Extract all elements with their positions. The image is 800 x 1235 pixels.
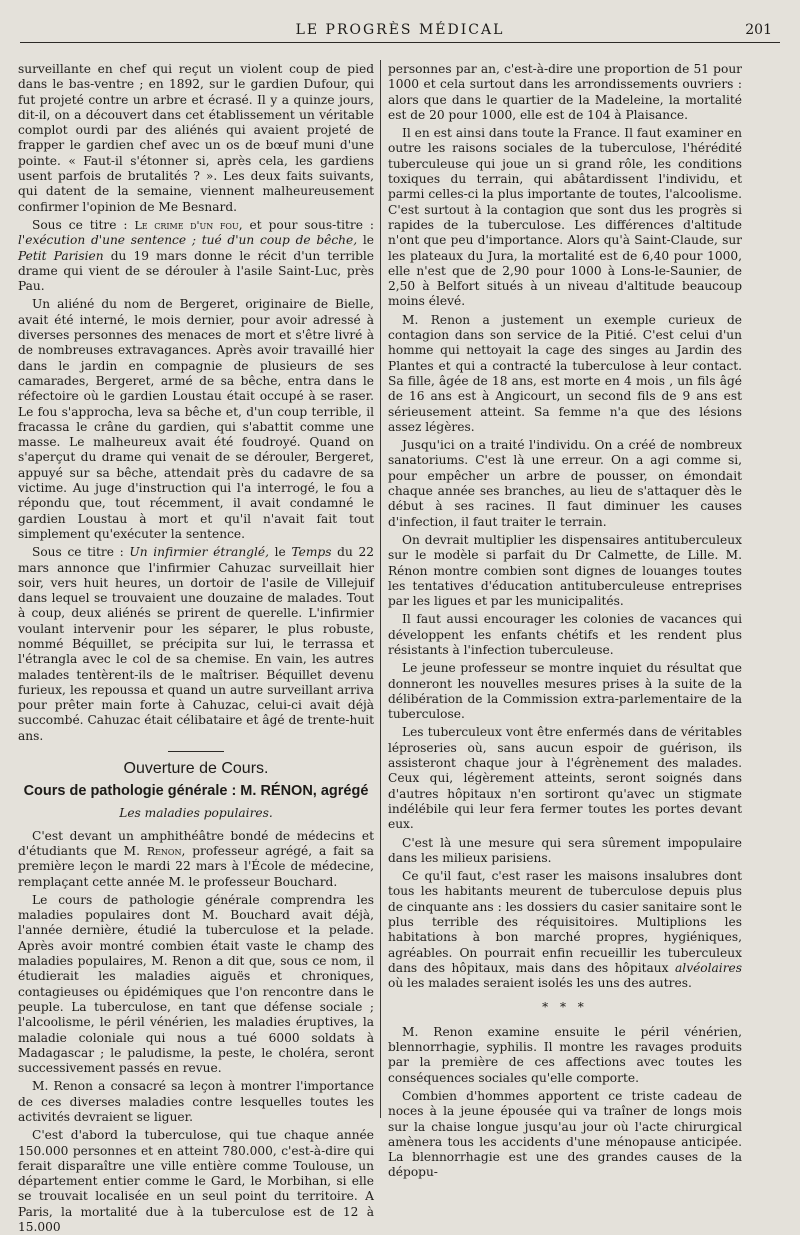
section-title: Ouverture de Cours. (123, 760, 269, 778)
paragraph: M. Renon examine ensuite le péril vénérien, blennorrhagie, syphilis. Il montre les ravages produits par la première de ces affections avec toutes les conséquences sociales qu'elle comporte. (388, 1024, 742, 1085)
paragraph: Combien d'hommes apportent ce triste cadeau de noces à la jeune épousée qui va traîner de longs mois sur la chaise longue jusqu'au jour où l'acte chirurgical amènera tous les accidents d'une ménopause anticipée. La blennorrhagie est une des grandes causes de la dépopu- (388, 1089, 742, 1180)
paragraph: Sous ce titre : Un infirmier étranglé, le Temps du 22 mars annonce que l'infirmier Cahuzac surveillait hier soir, vers huit heures, un dortoir de l'asile de Villejuif dans lequel se trouvaient une douzaine de malades. Tout à coup, deux aliénés se prirent de querelle. L'infirmier voulant intervenir pour les séparer, le plus robuste, nommé Béquillet, se précipita sur lui, le terrassa et l'étrangla avec le col de sa chemise. En vain, les autres malades tentèrent-ils de le maîtriser. Béquillet devenu furieux, les repoussa et quand un autre surveillant arriva pour prêter main forte à Cahuzac, celui-ci avait déjà succombé. Cahuzac était célibataire et âgé de trente-huit ans. (18, 545, 374, 743)
right-column (388, 62, 742, 1180)
paragraph: M. Renon a justement un exemple curieux de contagion dans son service de la Pitié. C'est celui d'un homme qui nettoyait la cage des singes au Jardin des Plantes et qui a contracté la tuberculose à leur contact. Sa fille, âgée de 18 ans, est morte en 4 mois , un fils âgé de 16 ans est à Angicourt, un second fils de 9 ans est sérieusement atteint. Sa femme n'a que des lésions assez légères. (388, 312, 742, 434)
paragraph: Il faut aussi encourager les colonies de vacances qui développent les enfants chétifs et les rendent plus résistants à l'infection tuberculeuse. (388, 612, 742, 657)
paragraph: Le jeune professeur se montre inquiet du résultat que donneront les nouvelles mesures prises à la suite de la délibération de la Commission extra-parlementaire de la tuberculose. (388, 661, 742, 722)
page-header (20, 10, 780, 43)
paragraph: On devrait multiplier les dispensaires antituberculeux sur le modèle si parfait du Dr Calmette, de Lille. M. Rénon montre combien sont dignes de louanges toutes les tentatives d'éducation antituberculeuse entreprises par les ligues et par les municipalités. (388, 532, 742, 609)
paragraph: Les tuberculeux vont être enfermés dans de véritables léproseries où, sans aucun espoir de guérison, ils assisteront chaque jour à l'égrènement des malades. Ceux qui, légèrement atteints, seront soignés dans d'autres hôpitaux n'en sortiront qu'avec un stigmate indélébile qui leur fera fermer toutes les portes devant eux. (388, 725, 742, 832)
paragraph: C'est d'abord la tuberculose, qui tue chaque année 150.000 personnes et en atteint 780.000, c'est-à-dire qui ferait disparaître une ville entière comme Toulouse, un département entier comme le Gard, le Morbihan, si elle se trouvait localisée en un seul point du territoire. A Paris, la mortalité due à la tuberculose est de 12 à 15.000 (18, 1128, 374, 1235)
left-column (18, 62, 374, 1235)
paragraph: Le cours de pathologie générale comprendra les maladies populaires dont M. Bouchard avait déjà, l'année dernière, étudié la tuberculose et la pelade. Après avoir montré combien était vaste le champ des maladies populaires, M. Renon a dit que, sous ce nom, il étudierait les maladies aiguës et chroniques, contagieuses ou épidémiques que l'on rencontre dans le peuple. La tuberculose, en tant que défense sociale ; l'alcoolisme, le péril vénérien, les maladies éruptives, la maladie coloniale qui nous a tué 6000 soldats à Madagascar ; le paludisme, la peste, le choléra, seront successivement passés en revue. (18, 892, 374, 1076)
column-divider (380, 60, 381, 1118)
paragraph: Jusqu'ici on a traité l'individu. On a créé de nombreux sanatoriums. C'est là une erreur. On a agi comme si, pour empêcher un arbre de pousser, on émondait chaque année ses branches, au lieu de s'attaquer dès le début à ses racines. Il faut diminuer les causes d'infection, il faut traiter le terrain. (388, 438, 742, 529)
paragraph: personnes par an, c'est-à-dire une proportion de 51 pour 1000 et cela surtout dans les arrondissements ouvriers : alors que dans le quartier de la Madeleine, la mortalité est de 20 pour 1000, elle est de 104 à Plaisance. (388, 62, 742, 122)
paragraph: Ce qu'il faut, c'est raser les maisons insalubres dont tous les habitants meurent de tuberculose depuis plus de cinquante ans : les dossiers du casier sanitaire sont le plus terrible des réquisitoires. Multiplions les habitations à bon marché propres, hygiéniques, agréables. On pourrait enfin recueillir les tuberculeux dans des hôpitaux, mais dans des hôpitaux alvéolaires où les malades seraient isolés les uns des autres. (388, 869, 742, 991)
paragraph: surveillante en chef qui reçut un violent coup de pied dans le bas-ventre ; en 1892, sur le gardien Dufour, qui fut projeté contre un arbre et écrasé. Il y a quinze jours, dit-il, on a découvert dans cet établissement un véritable complot ourdi par des aliénés qui avaient projeté de frapper le gardien chef avec un os de bœuf muni d'une pointe. « Faut-il s'étonner si, après cela, les gardiens usent parfois de brutalités ? ». Les deux faits suivants, qui datent de la semaine, viennent malheureusement confirmer l'opinion de Me Besnard. (18, 62, 374, 214)
lecture-title: Cours de pathologie générale : M. RÉNON, agrégé (23, 783, 369, 800)
paragraph: Il en est ainsi dans toute la France. Il faut examiner en outre les raisons sociales de la tuberculose, l'hérédité tuberculeuse qui joue un si grand rôle, les conditions toxiques du terrain, qui abâtardissent l'individu, et parmi celles-ci la plus importante de toutes, l'alcoolisme. C'est surtout à la contagion que sont dus les progrès si rapides de la tuberculose. Les différences d'altitude n'ont que peu d'importance. Alors qu'à Saint-Claude, sur les plateaux du Jura, la mortalité est de 6,40 pour 1000, elle n'est que de 2,90 pour 1000 à Lons-le-Saunier, de 2,50 à Belfort situés à un niveau d'altitude beaucoup moins élevé. (388, 126, 742, 309)
paragraph: M. Renon a consacré sa leçon à montrer l'importance de ces diverses maladies contre lesquelles toutes les activités devraient se liguer. (18, 1079, 374, 1124)
lecture-subtitle: Les maladies populaires. (119, 806, 273, 821)
section-separator (168, 751, 224, 752)
paragraph: Un aliéné du nom de Bergeret, originaire de Bielle, avait été interné, le mois dernier, pour avoir adressé à diverses personnes des menaces de mort et s'être livré à de nombreuses extravagances. Après avoir travaillé hier dans le jardin en compagnie de plusieurs de ses camarades, Bergeret, armé de sa bêche, entra dans le réfectoire où le gardien Loustau était occupé à se raser. Le fou s'approcha, leva sa bêche et, d'un coup terrible, il fracassa le crâne du gardien, qui s'abattit comme une masse. Le malheureux avait été foudroyé. Quand on s'aperçut du drame qui venait de se dérouler, Bergeret, appuyé sur sa bêche, attendait près du cadavre de sa victime. Au juge d'instruction qui l'a interrogé, le fou a répondu que, tout récemment, il avait condamné le gardien Loustau à mort et qu'il n'avait fait tout simplement qu'exécuter la sentence. (18, 297, 374, 541)
paragraph: C'est là une mesure qui sera sûrement impopulaire dans les milieux parisiens. (388, 835, 742, 865)
page-number: 201 (745, 22, 772, 38)
running-title: LE PROGRÈS MÉDICAL (295, 22, 505, 38)
paragraph: Sous ce titre : Le crime d'un fou, et pour sous-titre : l'exécution d'une sentence ; tué d'un coup de bêche, le Petit Parisien du 19 mars donne le récit d'un terrible drame qui vient de se dérouler à l'asile Saint-Luc, près Pau. (18, 217, 374, 294)
section-stars: * * * (542, 999, 588, 1014)
paragraph: C'est devant un amphithéâtre bondé de médecins et d'étudiants que M. Renon, professeur agrégé, a fait sa première leçon le mardi 22 mars à l'École de médecine, remplaçant cette année M. le professeur Bouchard. (18, 828, 374, 889)
